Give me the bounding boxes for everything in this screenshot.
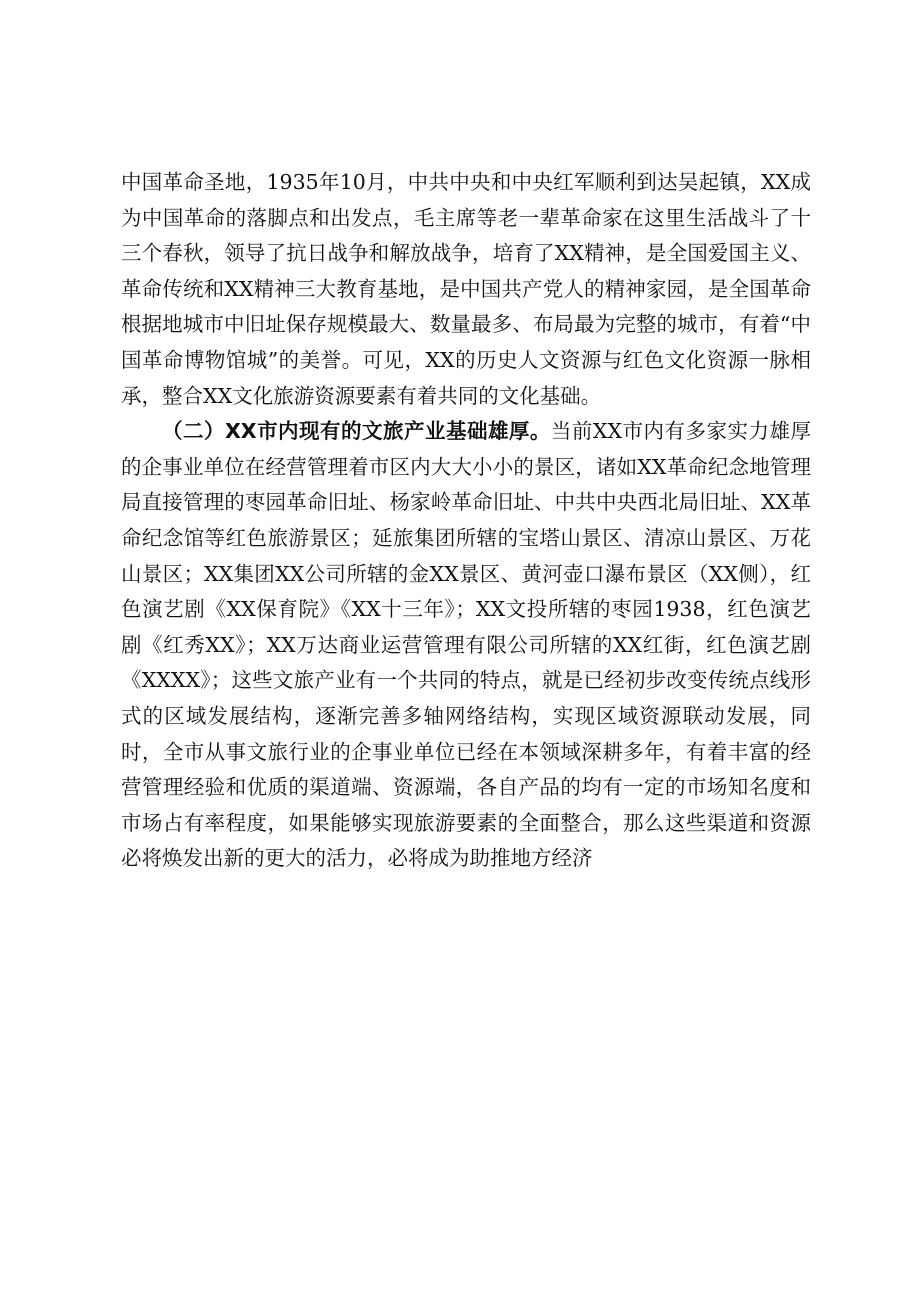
paragraph-industry-foundation xyxy=(121,414,811,877)
paragraph-cultural-foundation: 中国革命圣地，1935年10月，中共中央和中央红军顺利到达吴起镇，XX成为中国革命的落脚点和出发点，毛主席等老一辈革命家在这里生活战斗了十三个春秋，领导了抗日战争和解放战争，培育了XX精神，是全国爱国主义、革命传统和XX精神三大教育基地，是中国共产党人的精神家园，是全国革命根据地城市中旧址保存规模最大、数量最多、布局最为完整的城市，有着“中国革命博物馆城”的美誉。可见，XX的历史人文资源与红色文化资源一脉相承，整合XX文化旅游资源要素有着共同的文化基础。 xyxy=(121,170,811,408)
section-heading: （二）XX市内现有的文旅产业基础雄厚。 xyxy=(162,419,551,444)
paragraph-body-text: 当前XX市内有多家实力雄厚的企事业单位在经营管理着市区内大大小小的景区，诸如XX革命纪念地管理局直接管理的枣园革命旧址、杨家岭革命旧址、中共中央西北局旧址、XX革命纪念馆等红色旅游景区；延旅集团所辖的宝塔山景区、清凉山景区、万花山景区；XX集团XX公司所辖的金XX景区、黄河壶口瀑布景区（XX侧），红色演艺剧《XX保育院》《XX十三年》；XX文投所辖的枣园1938，红色演艺剧《红秀XX》；XX万达商业运营管理有限公司所辖的XX红街，红色演艺剧《XXXX》；这些文旅产业有一个共同的特点，就是已经初步改变传统点线形式的区域发展结构，逐渐完善多轴网络结构，实现区域资源联动发展，同时，全市从事文旅行业的企事业单位已经在本领域深耕多年，有着丰富的经营管理经验和优质的渠道端、资源端，各自产品的均有一定的市场知名度和市场占有率程度，如果能够实现旅游要素的全面整合，那么这些渠道和资源必将焕发出新的更大的活力，必将成为助推地方经济 xyxy=(121,419,811,871)
document-body xyxy=(121,165,811,877)
